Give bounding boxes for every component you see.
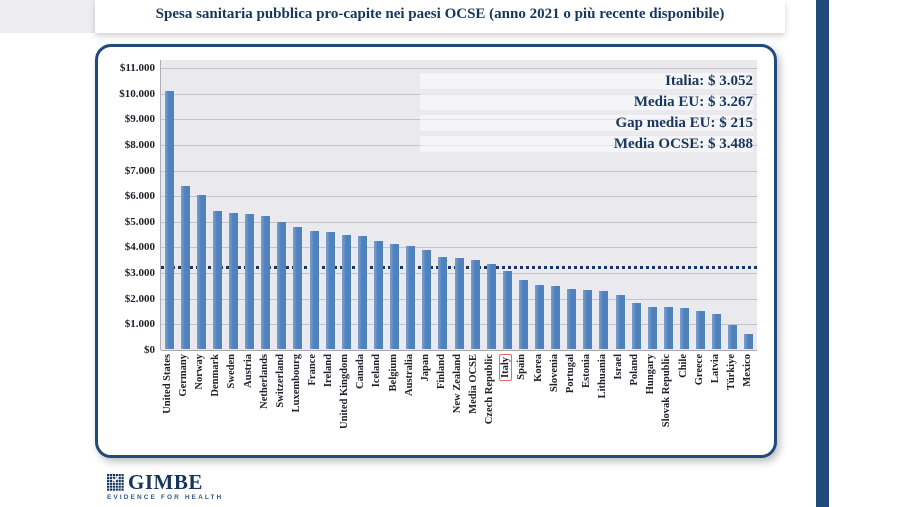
bar-slovenia bbox=[551, 286, 560, 349]
x-label-austria: Austria bbox=[242, 354, 254, 388]
annotation-media-ocse: Media OCSE: $ 3.488 bbox=[420, 136, 753, 152]
gimbe-grid-icon bbox=[107, 474, 124, 491]
x-label-lithuania: Lithuania bbox=[596, 354, 608, 399]
gridline-11000 bbox=[161, 68, 757, 69]
bar-chile bbox=[680, 308, 689, 349]
x-label-latvia: Latvia bbox=[709, 354, 721, 384]
bar-finland bbox=[438, 257, 447, 349]
y-tick-label: $10.000 bbox=[119, 87, 155, 100]
page-title: Spesa sanitaria pubblica pro-capite nei paesi OCSE (anno 2021 o più recente disponibile) bbox=[155, 6, 725, 22]
x-label-finland: Finland bbox=[435, 354, 447, 390]
x-label-poland: Poland bbox=[629, 354, 641, 386]
bar-united-states bbox=[165, 91, 174, 349]
x-label-mexico: Mexico bbox=[741, 354, 753, 387]
bar-mexico bbox=[744, 334, 753, 349]
x-label-united-kingdom: United Kingdom bbox=[339, 354, 351, 429]
bar-netherlands bbox=[261, 216, 270, 349]
x-label-slovenia: Slovenia bbox=[548, 354, 560, 392]
x-label-switzerland: Switzerland bbox=[274, 354, 286, 408]
chart-annotations bbox=[420, 73, 753, 157]
bar-israel bbox=[616, 295, 625, 349]
annotation-media-eu: Media EU: $ 3.267 bbox=[420, 94, 753, 110]
x-label-ireland: Ireland bbox=[323, 354, 335, 388]
x-label-belgium: Belgium bbox=[387, 354, 399, 392]
brand-stripe bbox=[816, 0, 829, 507]
annotation-italia: Italia: $ 3.052 bbox=[420, 73, 753, 89]
bar-spain bbox=[519, 280, 528, 349]
x-label-luxembourg: Luxembourg bbox=[290, 354, 302, 413]
bar-hungary bbox=[648, 307, 657, 349]
bar-united-kingdom bbox=[342, 235, 351, 349]
annotation-gap-media-eu: Gap media EU: $ 215 bbox=[420, 115, 753, 131]
x-label-netherlands: Netherlands bbox=[258, 354, 270, 409]
x-label-chile: Chile bbox=[677, 354, 689, 378]
x-label-greece: Greece bbox=[693, 354, 705, 386]
bar-luxembourg bbox=[293, 227, 302, 349]
bar-greece bbox=[696, 311, 705, 349]
gimbe-logo bbox=[107, 470, 307, 501]
x-label-france: France bbox=[307, 354, 319, 386]
bar-france bbox=[310, 231, 319, 349]
x-label-japan: Japan bbox=[419, 354, 431, 382]
gridline-6000 bbox=[161, 196, 757, 197]
gridline-0 bbox=[161, 350, 757, 351]
y-tick-label: $5.000 bbox=[124, 215, 155, 228]
x-label-new-zealand: New Zealand bbox=[452, 354, 463, 414]
bar-poland bbox=[632, 303, 641, 349]
bar-estonia bbox=[583, 290, 592, 349]
x-label-norway: Norway bbox=[194, 354, 206, 390]
x-label-hungary: Hungary bbox=[645, 354, 657, 395]
bar-italy bbox=[503, 271, 512, 349]
x-label-czech-republic: Czech Republic bbox=[484, 354, 496, 425]
x-label-portugal: Portugal bbox=[564, 354, 576, 394]
x-label-israel: Israel bbox=[613, 354, 625, 380]
bar-switzerland bbox=[277, 222, 286, 349]
x-label-korea: Korea bbox=[532, 354, 544, 382]
x-label-estonia: Estonia bbox=[580, 354, 592, 388]
bar-t-rkiye bbox=[728, 325, 737, 349]
bar-australia bbox=[406, 246, 415, 349]
bar-belgium bbox=[390, 244, 399, 349]
x-label-media-ocse: Media OCSE bbox=[468, 354, 480, 414]
y-tick-label: $4.000 bbox=[124, 241, 155, 254]
x-label-italy bbox=[500, 354, 512, 444]
x-label-denmark: Denmark bbox=[210, 354, 222, 397]
title-band bbox=[95, 0, 785, 33]
x-label-t-rkiye: Türkiye bbox=[725, 354, 737, 391]
x-label-canada: Canada bbox=[355, 354, 367, 390]
x-label-spain: Spain bbox=[516, 354, 528, 380]
y-tick-label: $9.000 bbox=[124, 113, 155, 126]
y-tick-label: $2.000 bbox=[124, 292, 155, 305]
bar-new-zealand bbox=[455, 258, 464, 349]
y-tick-label: $8.000 bbox=[124, 138, 155, 151]
bar-austria bbox=[245, 214, 254, 349]
y-tick-label: $7.000 bbox=[124, 164, 155, 177]
highlight-box-italy: Italy bbox=[499, 354, 512, 381]
gridline-7000 bbox=[161, 171, 757, 172]
y-tick-label: $11.000 bbox=[119, 62, 155, 74]
bar-lithuania bbox=[599, 291, 608, 349]
y-tick-label: $0 bbox=[144, 344, 155, 356]
bar-canada bbox=[358, 236, 367, 349]
gimbe-logo-tagline: EVIDENCE FOR HEALTH bbox=[107, 494, 224, 501]
top-left-grey-block bbox=[0, 0, 110, 33]
bar-media-ocse bbox=[471, 260, 480, 349]
y-tick-label: $3.000 bbox=[124, 267, 155, 280]
bar-norway bbox=[197, 195, 206, 349]
bar-latvia bbox=[712, 314, 721, 349]
bar-slovak-republic bbox=[664, 307, 673, 349]
x-label-germany: Germany bbox=[178, 354, 190, 397]
bar-denmark bbox=[213, 211, 222, 349]
bar-germany bbox=[181, 186, 190, 349]
y-tick-label: $6.000 bbox=[124, 190, 155, 203]
bar-portugal bbox=[567, 289, 576, 349]
x-label-united-states: United States bbox=[162, 354, 174, 414]
x-label-iceland: Iceland bbox=[371, 354, 383, 388]
x-label-slovak-republic: Slovak Republic bbox=[661, 354, 673, 428]
gimbe-logo-text: GIMBE bbox=[128, 470, 203, 494]
y-tick-label: $1.000 bbox=[124, 318, 155, 331]
x-label-australia: Australia bbox=[403, 354, 415, 396]
bar-iceland bbox=[374, 241, 383, 349]
bar-ireland bbox=[326, 232, 335, 349]
bar-sweden bbox=[229, 213, 238, 349]
bar-czech-republic bbox=[487, 264, 496, 349]
bar-japan bbox=[422, 250, 431, 349]
x-label-sweden: Sweden bbox=[226, 354, 238, 389]
bar-korea bbox=[535, 285, 544, 349]
